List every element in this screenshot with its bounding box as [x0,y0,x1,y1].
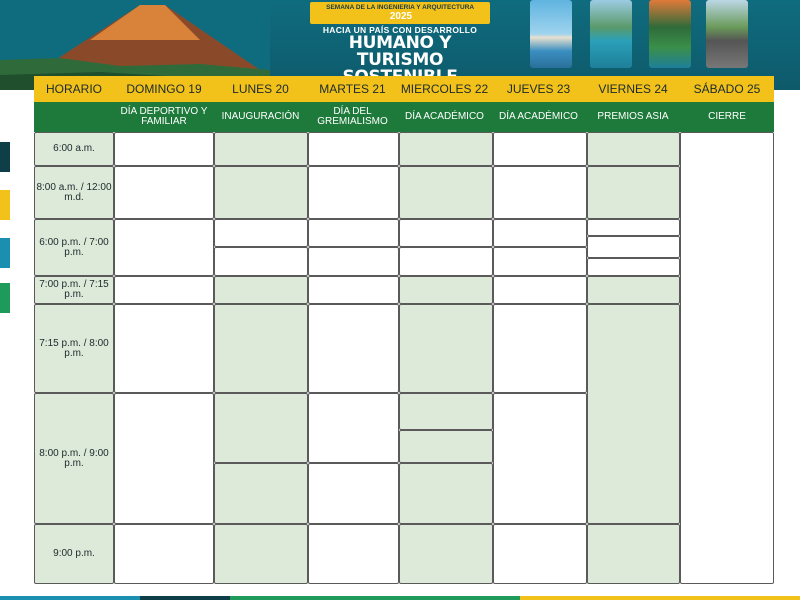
theme-cell: INAUGURACIÓN [221,111,300,122]
schedule-cell [587,524,680,584]
schedule-cell [214,219,308,247]
schedule-cell [399,219,493,247]
schedule-cell [308,276,399,304]
theme-cell: DÍA ACADÉMICO [405,111,484,122]
time-label: 7:00 p.m. / 7:15 p.m. [34,276,114,304]
schedule-cell [587,258,680,276]
schedule-cell [214,166,308,219]
photo-harbor [590,0,632,68]
schedule-cell [308,304,399,393]
schedule-cell [493,524,587,584]
schedule-cell [114,132,214,166]
schedule-cell [308,247,399,276]
time-label: 6:00 a.m. [34,132,114,166]
schedule-cell [308,132,399,166]
schedule-cell [399,304,493,393]
schedule-cell [214,132,308,166]
schedule-cell [399,393,493,430]
schedule-cell [493,247,587,276]
schedule-cell [587,219,680,236]
schedule-cell [399,132,493,166]
schedule-cell [493,304,587,393]
schedule-cell [493,166,587,219]
event-title-line1: HUMANO Y TURISMO [348,33,452,70]
schedule-cell [308,219,399,247]
side-mark-teal [0,238,10,268]
schedule-cell [399,276,493,304]
theme-cell: DÍA ACADÉMICO [499,111,578,122]
theme-cell: DÍA DEPORTIVO Y FAMILIAR [120,106,208,127]
theme-row [34,102,774,132]
time-label: 8:00 a.m. / 12:00 m.d. [34,166,114,219]
time-label: 9:00 p.m. [34,524,114,584]
schedule-cell [114,276,214,304]
time-label: 6:00 p.m. / 7:00 p.m. [34,219,114,276]
header-horario: HORARIO [45,82,102,96]
theme-cell: PREMIOS ASIA [597,111,669,122]
event-year: 2025 [389,11,413,22]
side-mark-yellow [0,190,10,220]
bottom-bar-yellow [520,596,800,600]
schedule-cell [214,304,308,393]
schedule-cell [587,166,680,219]
schedule-cell [114,219,214,276]
bottom-bar-dark [140,596,230,600]
header-day: DOMINGO 19 [126,82,202,96]
schedule-cell [587,276,680,304]
schedule-cell [308,166,399,219]
schedule-cell [214,247,308,276]
schedule-cell [680,132,774,584]
schedule-cell [214,276,308,304]
side-mark-dark [0,142,10,172]
schedule-cell [399,463,493,524]
schedule-cell [399,166,493,219]
header-day: VIERNES 24 [598,82,668,96]
schedule-cell [114,304,214,393]
schedule-cell [493,393,587,524]
theme-cell: CIERRE [708,111,746,122]
photo-building [530,0,572,68]
event-tag: SEMANA DE LA INGENIERIA Y ARQUITECTURA 2025 [310,2,490,24]
schedule-cell [399,247,493,276]
schedule-cell [214,393,308,463]
theme-cell [34,102,114,132]
schedule-cell [493,219,587,247]
schedule-cell [493,132,587,166]
bottom-bar-teal [0,596,140,600]
photo-highway [706,0,748,68]
day-header-row [34,76,774,102]
schedule-cell [587,132,680,166]
schedule-cell [114,393,214,524]
time-label: 7:15 p.m. / 8:00 p.m. [34,304,114,393]
side-mark-green [0,283,10,313]
schedule-cell [587,236,680,258]
header-day: MARTES 21 [319,82,386,96]
event-subtitle: HACIA UN PAÍS CON DESARROLLO [322,25,478,35]
schedule-cell [114,524,214,584]
schedule-cell [214,463,308,524]
header-day: JUEVES 23 [506,82,571,96]
photo-coast [649,0,691,68]
theme-cell: DÍA DEL GREMIALISMO [317,106,388,127]
header-day: LUNES 20 [232,82,289,96]
header-day: MIERCOLES 22 [400,82,489,96]
header-day: SÁBADO 25 [693,82,761,96]
schedule-cell [308,524,399,584]
schedule-cell [493,276,587,304]
schedule-cell [587,304,680,524]
schedule-cell [214,524,308,584]
schedule-cell [399,430,493,463]
schedule-cell [399,524,493,584]
schedule-cell [308,393,399,463]
time-label: 8:00 p.m. / 9:00 p.m. [34,393,114,524]
schedule-cell [308,463,399,524]
schedule-cell [114,166,214,219]
bottom-bar-green [230,596,520,600]
